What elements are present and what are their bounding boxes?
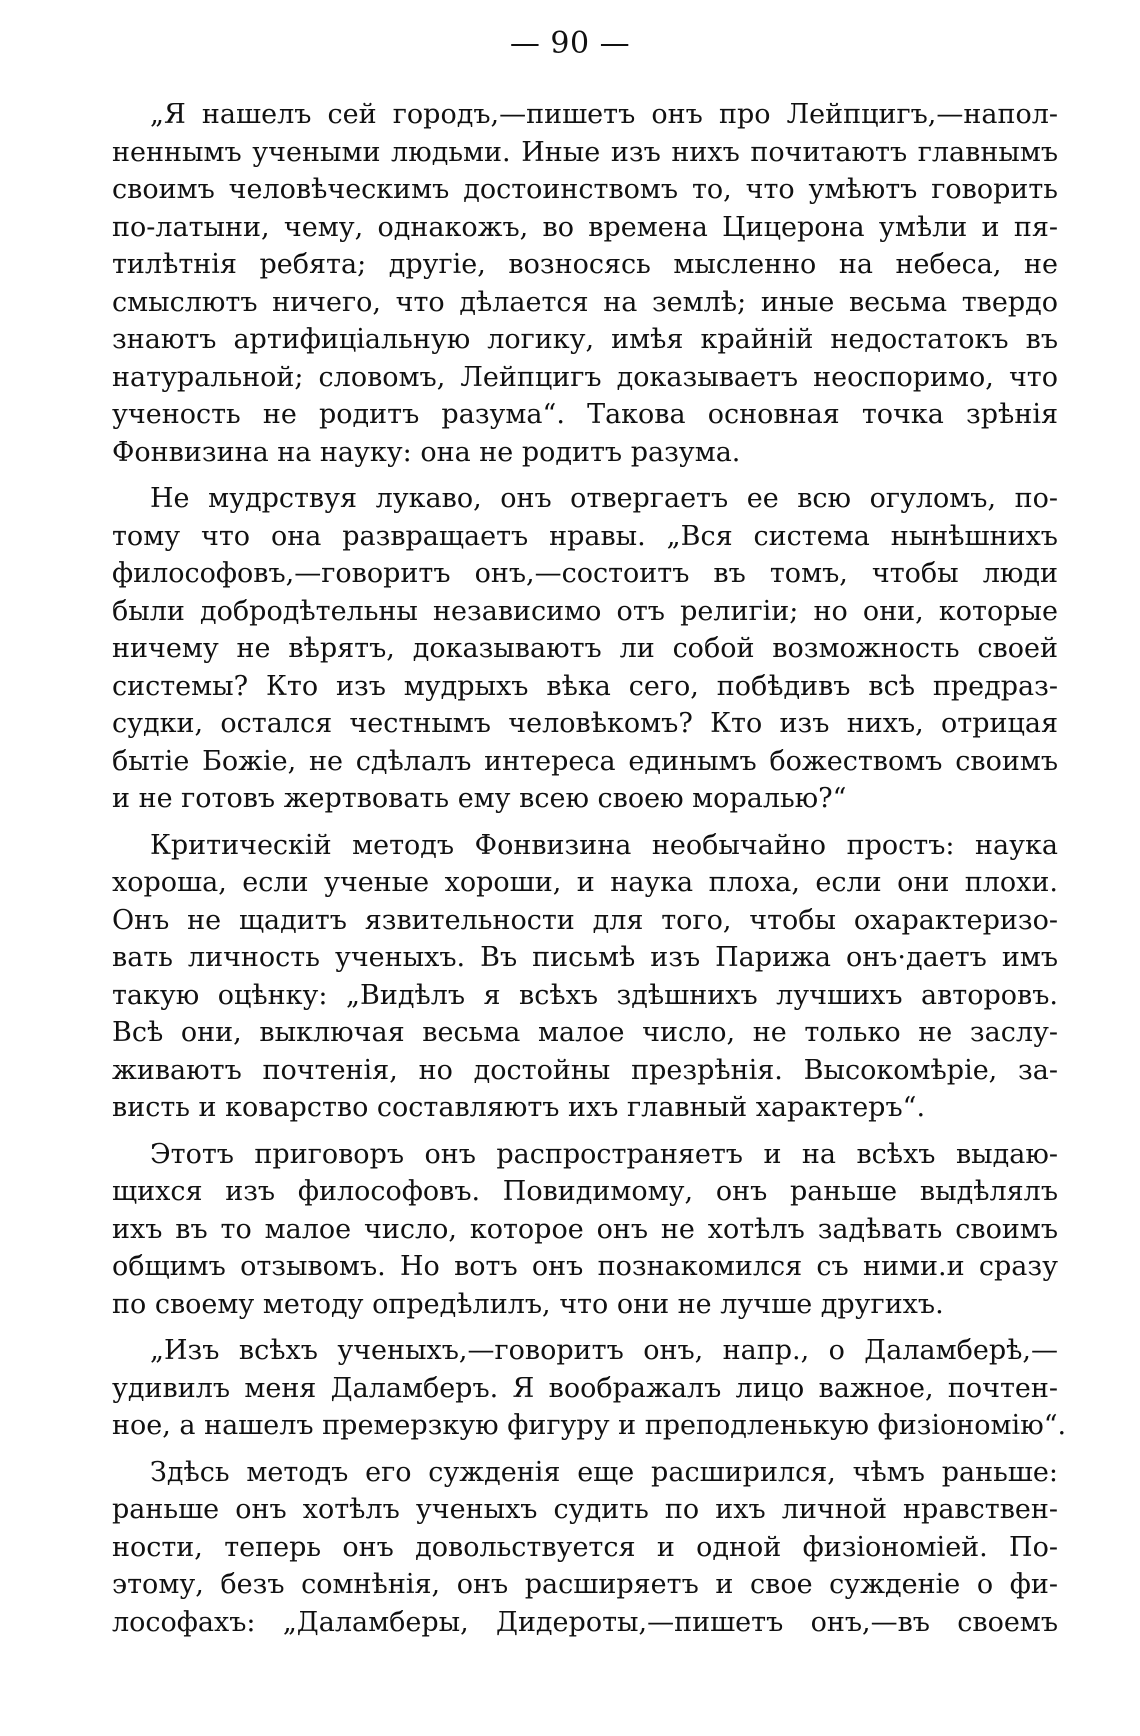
text-line: бытіе Божіе, не сдѣлалъ интереса единымъ божествомъ своимъ bbox=[112, 745, 1058, 777]
text-line: по-латыни, чему, однакожъ, во времена Цицерона умѣли и пя- bbox=[112, 211, 1058, 243]
text-line: ности, теперь онъ довольствуется и одной физіономіей. По- bbox=[112, 1531, 1058, 1563]
text-line: Здѣсь методъ его сужденія еще расширился, чѣмъ раньше: bbox=[150, 1456, 1058, 1488]
text-line: знаютъ артифиціальную логику, имѣя крайній недостатокъ въ bbox=[112, 324, 1058, 355]
text-line: общимъ отзывомъ. Но вотъ онъ познакомился съ ними.и сразу bbox=[112, 1251, 1058, 1282]
paragraph-2 bbox=[112, 480, 1058, 818]
text-line: своимъ человѣческимъ достоинствомъ то, что умѣютъ говорить bbox=[112, 174, 1058, 205]
paragraph-5 bbox=[112, 1332, 1067, 1445]
text-line: „Изъ всѣхъ ученыхъ,—говоритъ онъ, напр., о Даламберѣ,— bbox=[150, 1335, 1058, 1366]
text-line: „Я нашелъ сей городъ,—пишетъ онъ про Лейпцигъ,—напол- bbox=[150, 99, 1058, 130]
text-line: Онъ не щадитъ язвительности для того, чтобы охарактеризо- bbox=[112, 904, 1058, 936]
text-line: неннымъ учеными людьми. Иные изъ нихъ почитаютъ главнымъ bbox=[112, 136, 1058, 168]
text-line: удивилъ меня Даламберъ. Я воображалъ лицо важное, почтен- bbox=[112, 1372, 1058, 1404]
text-line: натуральной; словомъ, Лейпцигъ доказываетъ неоспоримо, что bbox=[112, 361, 1058, 393]
text-line: раньше онъ хотѣлъ ученыхъ судить по ихъ личной нравствен- bbox=[112, 1494, 1058, 1525]
paragraph-1 bbox=[112, 96, 1058, 471]
text-line: ное, а нашелъ премерзкую фигуру и преподленькую физіономію“. bbox=[112, 1410, 1067, 1441]
text-line: щихся изъ философовъ. Повидимому, онъ раньше выдѣлялъ bbox=[112, 1176, 1058, 1207]
text-line: философовъ,—говоритъ онъ,—состоитъ въ томъ, чтобы люди bbox=[112, 558, 1058, 589]
text-line: тому что она развращаетъ нравы. „Вся система нынѣшнихъ bbox=[112, 520, 1058, 552]
body-text bbox=[112, 96, 1067, 1650]
text-line: вать личность ученыхъ. Въ письмѣ изъ Парижа онъ·даетъ имъ bbox=[112, 942, 1058, 973]
text-line: смыслютъ ничего, что дѣлается на землѣ; иные весьма твердо bbox=[112, 286, 1058, 318]
text-line: по своему методу опредѣлилъ, что они не лучше другихъ. bbox=[112, 1288, 944, 1320]
text-line: Этотъ приговоръ онъ распространяетъ и на всѣхъ выдаю- bbox=[150, 1138, 1058, 1170]
text-line: этому, безъ сомнѣнія, онъ расширяетъ и свое сужденіе о фи- bbox=[112, 1569, 1058, 1600]
text-line: были добродѣтельны независимо отъ религіи; но они, которые bbox=[112, 595, 1058, 627]
text-line: живаютъ почтенія, но достойны презрѣнія. Высокомѣріе, за- bbox=[112, 1054, 1058, 1086]
text-line: лософахъ: „Даламберы, Дидероты,—пишетъ онъ,—въ своемъ bbox=[112, 1606, 1058, 1638]
text-line: Всѣ они, выключая весьма малое число, не только не заслу- bbox=[112, 1017, 1058, 1048]
page-number: — 90 — bbox=[509, 26, 631, 61]
text-line: Критическій методъ Фонвизина необычайно простъ: наука bbox=[150, 829, 1058, 861]
text-line: Фонвизина на науку: она не родитъ разума. bbox=[112, 436, 741, 468]
paragraph-6 bbox=[112, 1454, 1058, 1642]
paragraph-3 bbox=[112, 827, 1058, 1127]
text-line: системы? Кто изъ мудрыхъ вѣка сего, побѣдивъ всѣ предраз- bbox=[112, 670, 1058, 702]
paragraph-4 bbox=[112, 1136, 1058, 1324]
text-line: и не готовъ жертвовать ему всею своею моралью?“ bbox=[112, 783, 847, 814]
text-line: тилѣтнія ребята; другіе, возносясь мысленно на небеса, не bbox=[112, 249, 1058, 280]
text-line: ничему не вѣрятъ, доказываютъ ли собой возможность своей bbox=[112, 633, 1058, 664]
text-line: такую оцѣнку: „Видѣлъ я всѣхъ здѣшнихъ лучшихъ авторовъ. bbox=[112, 979, 1058, 1011]
text-line: ихъ въ то малое число, которое онъ не хотѣлъ задѣвать своимъ bbox=[112, 1213, 1058, 1245]
text-line: хороша, если ученые хороши, и наука плоха, если они плохи. bbox=[112, 867, 1058, 898]
text-line: судки, остался честнымъ человѣкомъ? Кто изъ нихъ, отрицая bbox=[112, 708, 1058, 739]
text-line: висть и коварство составляютъ ихъ главный характеръ“. bbox=[112, 1092, 926, 1123]
text-line: Не мудрствуя лукаво, онъ отвергаетъ ее всю огуломъ, по- bbox=[150, 483, 1058, 514]
text-line: ученость не родитъ разума“. Такова основная точка зрѣнія bbox=[112, 399, 1058, 430]
